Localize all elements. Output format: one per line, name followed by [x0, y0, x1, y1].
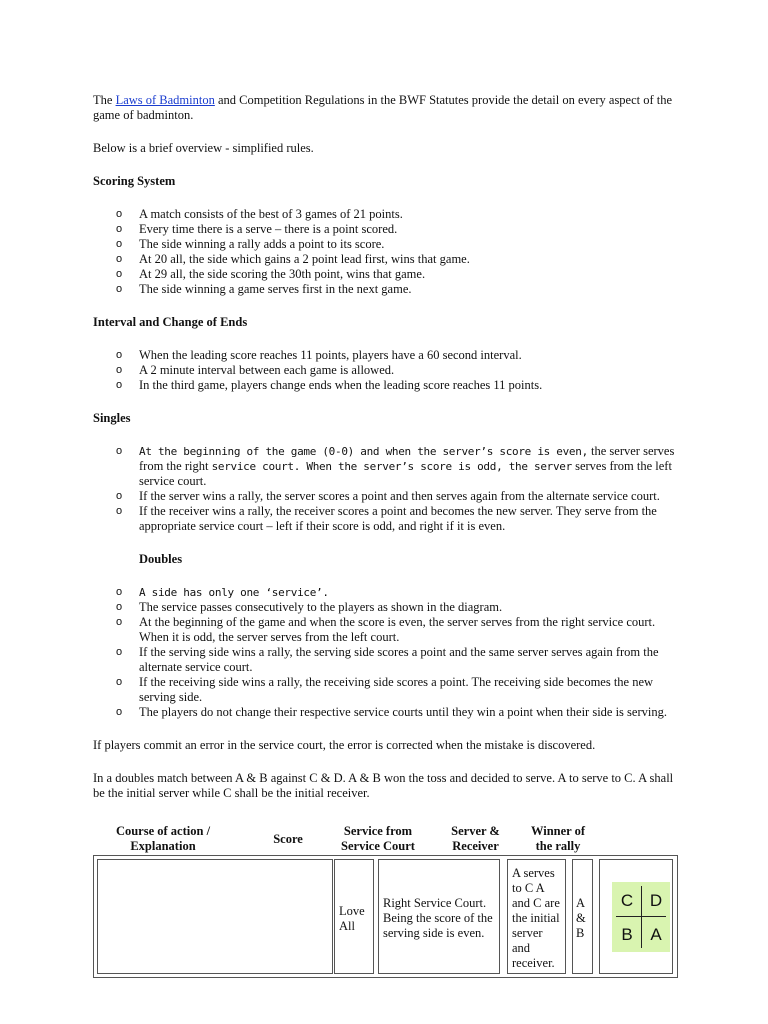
list-item: [93, 645, 678, 675]
bullet-icon: o: [116, 208, 123, 220]
score-line1: Love: [339, 904, 365, 918]
list-item-text: At 29 all, the side scoring the 30th point, wins that game.: [139, 267, 426, 281]
list-item: [93, 348, 678, 363]
document-body: [93, 93, 678, 819]
laws-of-badminton-link[interactable]: Laws of Badminton: [115, 93, 215, 107]
list-item: [93, 675, 678, 705]
list-item: [93, 267, 678, 282]
header-service: [333, 824, 423, 854]
header-winner-line1: Winner of: [530, 824, 586, 838]
list-item: [93, 705, 678, 720]
score-cell: [334, 859, 374, 974]
bullet-icon: o: [116, 364, 123, 376]
list-item: [93, 222, 678, 237]
list-item-text: Every time there is a serve – there is a point scored.: [139, 222, 398, 236]
singles-heading: Singles: [93, 411, 131, 425]
scoring-heading: Scoring System: [93, 174, 176, 188]
scoring-list: [93, 207, 678, 297]
intro-text-end: and Competition Regulations in the BWF Statutes provide the detail on every aspect of the game of badminton.: [93, 93, 673, 122]
court-label-bottom-left: B: [621, 925, 633, 944]
list-item-text: serves from the left service court.: [139, 459, 672, 488]
header-winner-line2: the rally: [535, 839, 581, 853]
bullet-icon: o: [116, 238, 123, 250]
bullet-icon: o: [116, 490, 123, 502]
list-item-text: At 20 all, the side which gains a 2 point lead first, wins that game.: [139, 252, 470, 266]
server-cell: [507, 859, 566, 974]
list-item: [93, 207, 678, 222]
service-cell: [378, 859, 500, 974]
list-item: [93, 282, 678, 297]
course-cell: [97, 859, 333, 974]
header-winner: [518, 824, 598, 854]
list-item-text: The service passes consecutively to the players as shown in the diagram.: [139, 600, 503, 614]
bullet-icon: o: [116, 283, 123, 295]
court-label-bottom-right: A: [650, 925, 662, 944]
bullet-icon: o: [116, 379, 123, 391]
bullet-icon: o: [116, 223, 123, 235]
doubles-heading: Doubles: [139, 552, 183, 566]
list-item-text: If the receiving side wins a rally, the receiving side scores a point. The receiving side becomes the new serving side.: [139, 675, 654, 704]
interval-list: [93, 348, 678, 393]
rally-table: [93, 855, 678, 978]
court-center-line: [641, 886, 642, 948]
intro-text-start: The: [93, 93, 116, 107]
header-service-line1: Service from: [343, 824, 413, 838]
list-item-text: In the third game, players change ends when the leading score reaches 11 points.: [139, 378, 543, 392]
court-service-line: [616, 916, 666, 917]
list-item: [93, 600, 678, 615]
score-text: [339, 904, 371, 934]
court-label-top-left: C: [620, 891, 634, 910]
bullet-icon: o: [116, 616, 123, 628]
list-item-text: If the serving side wins a rally, the serving side scores a point and the same server serves again from the alternate service court.: [139, 645, 659, 674]
error-note: If players commit an error in the service court, the error is corrected when the mistake is discovered.: [93, 738, 596, 752]
list-item: [93, 444, 678, 489]
overview-note: Below is a brief overview - simplified rules.: [93, 141, 314, 155]
header-server: [433, 824, 518, 854]
header-service-line2: Service Court: [341, 839, 415, 853]
doubles-scenario: In a doubles match between A & B against C & D. A & B won the toss and decided to serve. A to serve to C. A shall be the initial server while C shall be the initial receiver.: [93, 771, 674, 800]
bullet-icon: o: [116, 505, 123, 517]
list-item: [93, 237, 678, 252]
list-item: [93, 378, 678, 393]
doubles-list: [93, 585, 678, 720]
bullet-icon: o: [116, 706, 123, 718]
list-item: [93, 504, 678, 534]
list-item-text-handwritten: At the beginning of the game (0-0) and when the server’s score is even,: [139, 445, 588, 458]
header-course-line1: Course of action /: [115, 824, 211, 838]
header-course-line2: Explanation: [130, 839, 196, 853]
bullet-icon: o: [116, 445, 123, 457]
server-text: A serves to C A and C are the initial server and receiver.: [512, 866, 560, 970]
bullet-icon: o: [116, 253, 123, 265]
bullet-icon: o: [116, 349, 123, 361]
list-item-text: When the leading score reaches 11 points, players have a 60 second interval.: [139, 348, 522, 362]
winner-text: A & B: [576, 896, 586, 940]
list-item-text-handwritten: service court. When the server’s score is odd, the server: [211, 460, 572, 473]
interval-heading: Interval and Change of Ends: [93, 315, 248, 329]
list-item-text: If the receiver wins a rally, the receiver scores a point and becomes the new server. They serve from the appropriate service court – left if their score is odd, and right if it is even.: [139, 504, 657, 533]
winner-cell: [572, 859, 593, 974]
list-item-text: If the server wins a rally, the server scores a point and then serves again from the alternate service court.: [139, 489, 660, 503]
bullet-icon: o: [116, 268, 123, 280]
list-item-text: The players do not change their respective service courts until they win a point when their side is serving.: [139, 705, 667, 719]
header-score: Score: [273, 832, 303, 846]
list-item-text: At the beginning of the game and when the score is even, the server serves from the right service court. When it is odd, the server serves from the left court.: [139, 615, 656, 644]
list-item-text: The side winning a game serves first in the next game.: [139, 282, 412, 296]
header-server-line2: Receiver: [452, 839, 499, 853]
bullet-icon: o: [116, 601, 123, 613]
list-item-text: the server serves from the right: [139, 444, 675, 473]
header-course: [113, 824, 213, 854]
list-item: [93, 615, 678, 645]
service-text: Right Service Court. Being the score of the serving side is even.: [383, 896, 493, 940]
score-line2: All: [339, 919, 355, 933]
list-item: [93, 489, 678, 504]
singles-list: [93, 444, 678, 534]
list-item-text: The side winning a rally adds a point to its score.: [139, 237, 385, 251]
list-item-text: A match consists of the best of 3 games of 21 points.: [139, 207, 403, 221]
list-item-text: A 2 minute interval between each game is allowed.: [139, 363, 395, 377]
list-item: [93, 585, 678, 600]
court-diagram: [612, 882, 670, 952]
bullet-icon: o: [116, 676, 123, 688]
header-server-line1: Server &: [451, 824, 500, 838]
bullet-icon: o: [116, 586, 123, 598]
rally-table-header: [93, 824, 678, 856]
court-label-top-right: D: [649, 891, 663, 910]
list-item: [93, 363, 678, 378]
list-item-text-handwritten: A side has only one ‘service’.: [139, 586, 329, 599]
bullet-icon: o: [116, 646, 123, 658]
list-item: [93, 252, 678, 267]
intro-paragraph: [93, 93, 678, 123]
